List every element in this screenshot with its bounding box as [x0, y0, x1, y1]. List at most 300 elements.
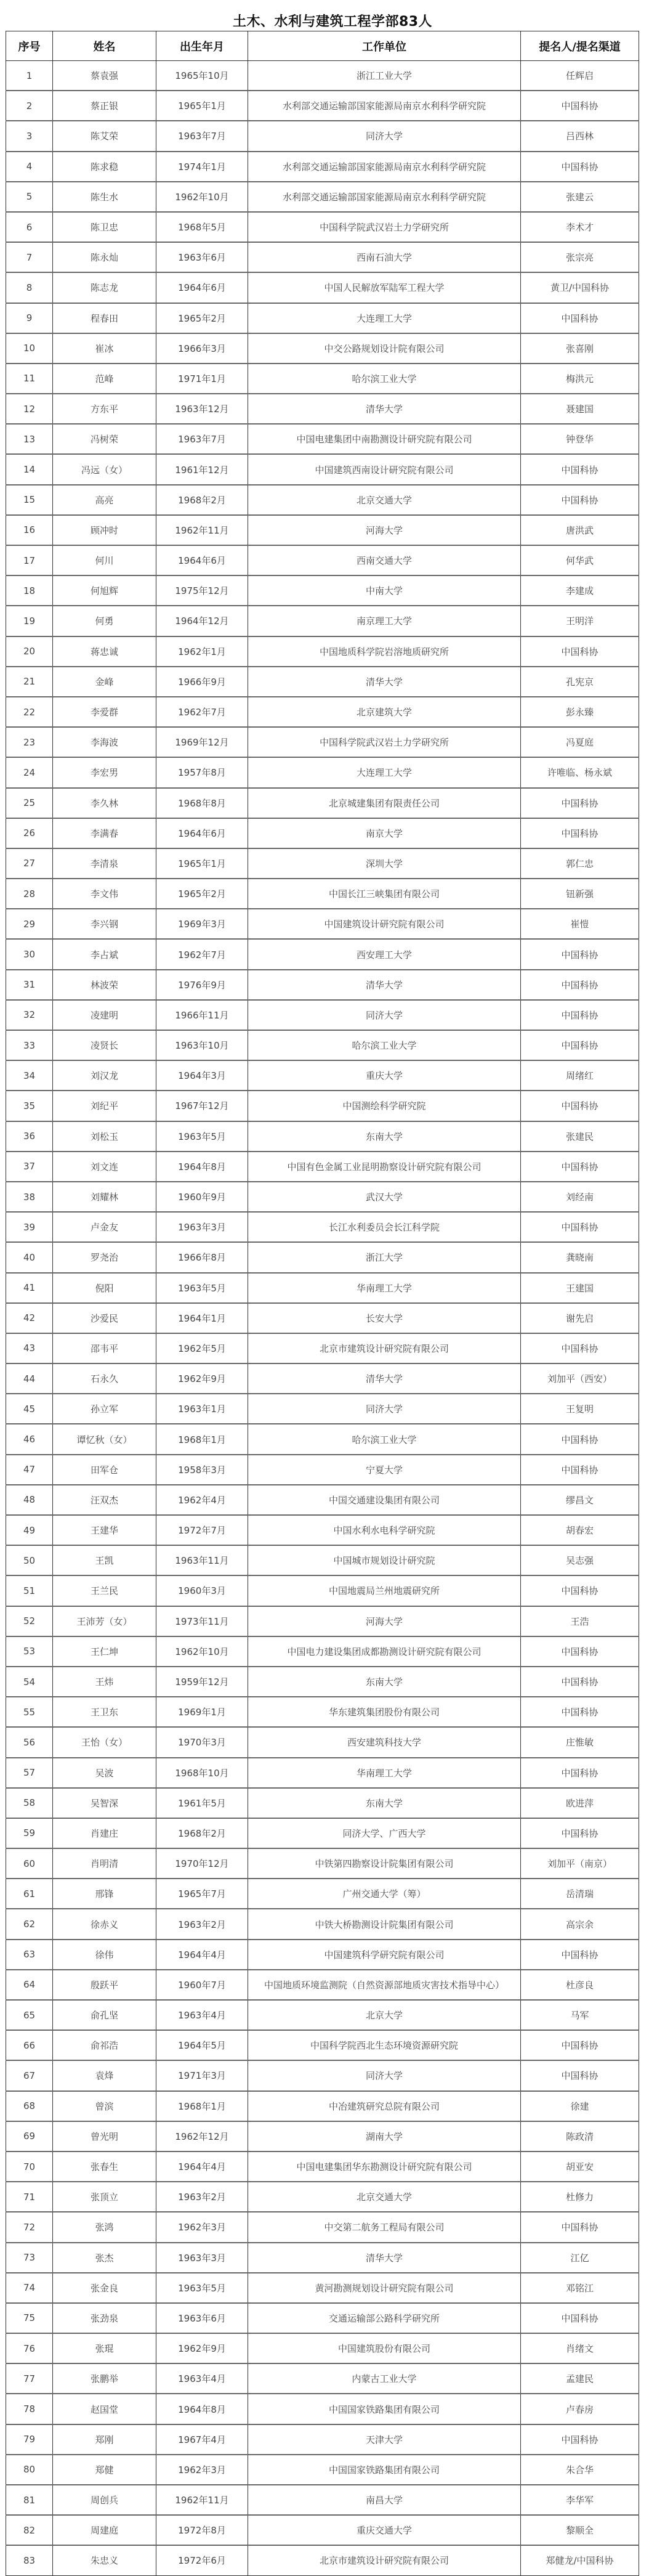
header-birth: 出生年月 [156, 31, 248, 61]
cell-index: 83 [6, 2545, 53, 2575]
table-row [6, 1515, 639, 1545]
cell-workplace: 长安大学 [248, 1303, 521, 1333]
cell-name: 倪阳 [53, 1273, 156, 1303]
cell-name: 俞孔坚 [53, 2000, 156, 2030]
cell-index: 40 [6, 1242, 53, 1272]
cell-name: 蒋忠诚 [53, 636, 156, 667]
cell-index: 19 [6, 606, 53, 636]
cell-birth: 1962年7月 [156, 697, 248, 727]
cell-nominator: 中国科协 [521, 303, 639, 333]
cell-birth: 1964年6月 [156, 545, 248, 575]
table-row [6, 485, 639, 515]
cell-index: 20 [6, 636, 53, 667]
cell-name: 王卫东 [53, 1697, 156, 1727]
cell-name: 曾滨 [53, 2091, 156, 2121]
cell-nominator: 李华军 [521, 2485, 639, 2515]
table-row [6, 970, 639, 1000]
cell-name: 邵韦平 [53, 1333, 156, 1363]
cell-nominator: 中国科协 [521, 788, 639, 818]
cell-workplace: 东南大学 [248, 1667, 521, 1697]
cell-nominator: 江亿 [521, 2243, 639, 2273]
cell-birth: 1966年11月 [156, 1000, 248, 1030]
table-row [6, 2212, 639, 2242]
cell-nominator: 中国科协 [521, 970, 639, 1000]
cell-nominator: 高宗余 [521, 1909, 639, 1939]
cell-workplace: 清华大学 [248, 394, 521, 424]
cell-birth: 1960年7月 [156, 1970, 248, 2000]
table-row [6, 242, 639, 272]
cell-nominator: 刘经南 [521, 1182, 639, 1212]
table-row [6, 2060, 639, 2090]
cell-name: 张鸿 [53, 2212, 156, 2242]
cell-name: 汪双杰 [53, 1485, 156, 1515]
table-row [6, 394, 639, 424]
cell-name: 殷跃平 [53, 1970, 156, 2000]
cell-birth: 1964年12月 [156, 606, 248, 636]
cell-nominator: 钟登华 [521, 424, 639, 454]
cell-workplace: 北京交通大学 [248, 2182, 521, 2212]
cell-index: 78 [6, 2394, 53, 2424]
table-row [6, 2424, 639, 2455]
cell-workplace: 南京理工大学 [248, 606, 521, 636]
cell-index: 5 [6, 182, 53, 212]
cell-name: 何川 [53, 545, 156, 575]
cell-workplace: 重庆交通大学 [248, 2515, 521, 2545]
cell-nominator: 张建云 [521, 182, 639, 212]
cell-index: 26 [6, 818, 53, 848]
cell-nominator: 张宗亮 [521, 242, 639, 272]
cell-index: 61 [6, 1879, 53, 1909]
cell-nominator: 朱合华 [521, 2455, 639, 2485]
cell-workplace: 哈尔滨工业大学 [248, 1424, 521, 1454]
cell-name: 周创兵 [53, 2485, 156, 2515]
table-row [6, 2485, 639, 2515]
cell-workplace: 广州交通大学（筹） [248, 1879, 521, 1909]
cell-nominator: 王浩 [521, 1606, 639, 1636]
cell-birth: 1963年5月 [156, 2273, 248, 2303]
cell-nominator: 梅洪元 [521, 364, 639, 394]
cell-nominator: 徐建 [521, 2091, 639, 2121]
cell-nominator: 唐洪武 [521, 515, 639, 545]
cell-index: 25 [6, 788, 53, 818]
cell-workplace: 中国长江三峡集团有限公司 [248, 879, 521, 909]
table-row [6, 91, 639, 121]
table-row [6, 1636, 639, 1667]
cell-name: 张劲泉 [53, 2303, 156, 2333]
cell-index: 75 [6, 2303, 53, 2333]
cell-name: 李兴钢 [53, 909, 156, 939]
cell-index: 47 [6, 1455, 53, 1485]
cell-nominator: 庄惟敏 [521, 1727, 639, 1757]
cell-name: 陈生水 [53, 182, 156, 212]
cell-birth: 1960年3月 [156, 1575, 248, 1606]
cell-index: 24 [6, 757, 53, 787]
cell-birth: 1964年3月 [156, 1060, 248, 1091]
table-row [6, 303, 639, 333]
cell-nominator: 钮新强 [521, 879, 639, 909]
cell-nominator: 中国科协 [521, 1697, 639, 1727]
cell-birth: 1968年1月 [156, 1424, 248, 1454]
cell-name: 谭忆秋（女） [53, 1424, 156, 1454]
cell-workplace: 河海大学 [248, 515, 521, 545]
cell-workplace: 交通运输部公路科学研究所 [248, 2303, 521, 2333]
table-row [6, 667, 639, 697]
table-row [6, 1940, 639, 1970]
cell-birth: 1962年7月 [156, 939, 248, 969]
cell-index: 43 [6, 1333, 53, 1363]
cell-nominator: 中国科协 [521, 91, 639, 121]
header-name: 姓名 [53, 31, 156, 61]
cell-nominator: 中国科协 [521, 1758, 639, 1788]
cell-birth: 1975年12月 [156, 575, 248, 606]
table-row [6, 61, 639, 91]
cell-birth: 1972年8月 [156, 2515, 248, 2545]
cell-birth: 1967年12月 [156, 1091, 248, 1121]
cell-workplace: 北京城建集团有限责任公司 [248, 788, 521, 818]
cell-birth: 1963年12月 [156, 394, 248, 424]
cell-workplace: 南京大学 [248, 818, 521, 848]
cell-birth: 1964年6月 [156, 818, 248, 848]
cell-nominator: 中国科协 [521, 636, 639, 667]
cell-workplace: 长江水利委员会长江科学院 [248, 1212, 521, 1242]
table-row [6, 182, 639, 212]
cell-name: 朱忠义 [53, 2545, 156, 2575]
cell-index: 77 [6, 2363, 53, 2394]
cell-birth: 1968年8月 [156, 788, 248, 818]
cell-name: 李爱群 [53, 697, 156, 727]
cell-name: 俞祁浩 [53, 2030, 156, 2060]
cell-nominator: 肖绪文 [521, 2333, 639, 2363]
table-row [6, 2000, 639, 2030]
cell-birth: 1965年2月 [156, 879, 248, 909]
cell-birth: 1963年10月 [156, 1030, 248, 1060]
cell-index: 18 [6, 575, 53, 606]
cell-birth: 1964年5月 [156, 2030, 248, 2060]
cell-index: 33 [6, 1030, 53, 1060]
cell-index: 35 [6, 1091, 53, 1121]
cell-birth: 1964年6月 [156, 272, 248, 303]
cell-workplace: 清华大学 [248, 970, 521, 1000]
table-row [6, 1575, 639, 1606]
cell-nominator: 中国科协 [521, 454, 639, 484]
table-row [6, 515, 639, 545]
cell-nominator: 吕西林 [521, 121, 639, 151]
cell-birth: 1967年4月 [156, 2424, 248, 2455]
table-row [6, 1424, 639, 1454]
cell-birth: 1963年6月 [156, 2303, 248, 2333]
table-row [6, 2545, 639, 2575]
table-row [6, 1970, 639, 2000]
cell-birth: 1968年10月 [156, 1758, 248, 1788]
table-row [6, 272, 639, 303]
cell-birth: 1966年8月 [156, 1242, 248, 1272]
cell-workplace: 中国测绘科学研究院 [248, 1091, 521, 1121]
cell-nominator: 杜修力 [521, 2182, 639, 2212]
cell-birth: 1972年6月 [156, 2545, 248, 2575]
cell-index: 76 [6, 2333, 53, 2363]
cell-birth: 1962年1月 [156, 636, 248, 667]
table-row [6, 2243, 639, 2273]
cell-birth: 1962年3月 [156, 2212, 248, 2242]
cell-index: 36 [6, 1121, 53, 1152]
cell-nominator: 胡亚安 [521, 2151, 639, 2182]
cell-name: 陈志龙 [53, 272, 156, 303]
cell-index: 72 [6, 2212, 53, 2242]
cell-nominator: 中国科协 [521, 939, 639, 969]
cell-workplace: 清华大学 [248, 2243, 521, 2273]
table-row [6, 212, 639, 242]
cell-workplace: 浙江工业大学 [248, 61, 521, 91]
cell-workplace: 水利部交通运输部国家能源局南京水利科学研究院 [248, 152, 521, 182]
cell-workplace: 中国电力建设集团成都勘测设计研究院有限公司 [248, 1636, 521, 1667]
cell-name: 凌建明 [53, 1000, 156, 1030]
cell-index: 27 [6, 848, 53, 879]
table-row [6, 545, 639, 575]
cell-birth: 1962年3月 [156, 2455, 248, 2485]
cell-index: 51 [6, 1575, 53, 1606]
cell-index: 81 [6, 2485, 53, 2515]
cell-birth: 1962年11月 [156, 2485, 248, 2515]
cell-nominator: 中国科协 [521, 1000, 639, 1030]
table-row [6, 1303, 639, 1333]
cell-nominator: 刘加平（南京） [521, 1848, 639, 1879]
cell-index: 46 [6, 1424, 53, 1454]
cell-name: 徐伟 [53, 1940, 156, 1970]
cell-index: 1 [6, 61, 53, 91]
cell-name: 张杰 [53, 2243, 156, 2273]
cell-name: 刘文连 [53, 1152, 156, 1182]
cell-index: 31 [6, 970, 53, 1000]
cell-birth: 1963年6月 [156, 242, 248, 272]
cell-name: 范峰 [53, 364, 156, 394]
cell-index: 54 [6, 1667, 53, 1697]
cell-workplace: 中铁大桥勘测设计院集团有限公司 [248, 1909, 521, 1939]
cell-birth: 1963年3月 [156, 2243, 248, 2273]
cell-name: 郑健 [53, 2455, 156, 2485]
cell-birth: 1963年1月 [156, 1394, 248, 1424]
cell-nominator: 吴志强 [521, 1545, 639, 1575]
cell-name: 石永久 [53, 1363, 156, 1394]
cell-birth: 1968年1月 [156, 2091, 248, 2121]
cell-name: 张琨 [53, 2333, 156, 2363]
cell-index: 80 [6, 2455, 53, 2485]
table-row [6, 152, 639, 182]
cell-workplace: 中国科学院武汉岩土力学研究所 [248, 727, 521, 757]
cell-workplace: 同济大学 [248, 121, 521, 151]
cell-name: 李久林 [53, 788, 156, 818]
table-row [6, 1606, 639, 1636]
cell-nominator: 中国科协 [521, 1424, 639, 1454]
cell-index: 58 [6, 1788, 53, 1818]
cell-birth: 1963年2月 [156, 1909, 248, 1939]
cell-birth: 1969年3月 [156, 909, 248, 939]
cell-name: 陈永灿 [53, 242, 156, 272]
table-row [6, 1909, 639, 1939]
cell-nominator: 中国科协 [521, 1818, 639, 1848]
cell-birth: 1960年9月 [156, 1182, 248, 1212]
table-row [6, 1848, 639, 1879]
cell-name: 吴波 [53, 1758, 156, 1788]
cell-index: 45 [6, 1394, 53, 1424]
cell-index: 30 [6, 939, 53, 969]
cell-index: 59 [6, 1818, 53, 1848]
header-index: 序号 [6, 31, 53, 61]
cell-index: 50 [6, 1545, 53, 1575]
table-row [6, 1485, 639, 1515]
cell-workplace: 中国水利水电科学研究院 [248, 1515, 521, 1545]
cell-nominator: 中国科协 [521, 2212, 639, 2242]
table-row [6, 1121, 639, 1152]
cell-birth: 1965年7月 [156, 1879, 248, 1909]
cell-name: 方东平 [53, 394, 156, 424]
table-row [6, 1697, 639, 1727]
table-row [6, 2273, 639, 2303]
cell-index: 12 [6, 394, 53, 424]
cell-index: 6 [6, 212, 53, 242]
cell-name: 高亮 [53, 485, 156, 515]
cell-name: 王仁坤 [53, 1636, 156, 1667]
table-row [6, 2333, 639, 2363]
cell-name: 林波荣 [53, 970, 156, 1000]
cell-nominator: 中国科协 [521, 152, 639, 182]
cell-index: 56 [6, 1727, 53, 1757]
header-workplace: 工作单位 [248, 31, 521, 61]
table-row [6, 848, 639, 879]
cell-nominator: 张喜刚 [521, 333, 639, 364]
cell-birth: 1971年1月 [156, 364, 248, 394]
cell-name: 王沛芳（女） [53, 1606, 156, 1636]
cell-index: 8 [6, 272, 53, 303]
cell-index: 4 [6, 152, 53, 182]
cell-index: 11 [6, 364, 53, 394]
cell-name: 卢金友 [53, 1212, 156, 1242]
cell-birth: 1964年8月 [156, 1152, 248, 1182]
cell-index: 14 [6, 454, 53, 484]
cell-workplace: 清华大学 [248, 1363, 521, 1394]
cell-workplace: 华南理工大学 [248, 1758, 521, 1788]
cell-index: 74 [6, 2273, 53, 2303]
cell-nominator: 崔愷 [521, 909, 639, 939]
table-row [6, 1091, 639, 1121]
cell-name: 王建华 [53, 1515, 156, 1545]
table-row [6, 2030, 639, 2060]
table-row [6, 1879, 639, 1909]
cell-name: 刘纪平 [53, 1091, 156, 1121]
table-row [6, 2151, 639, 2182]
cell-index: 57 [6, 1758, 53, 1788]
cell-workplace: 清华大学 [248, 667, 521, 697]
cell-birth: 1962年4月 [156, 1485, 248, 1515]
cell-name: 赵国堂 [53, 2394, 156, 2424]
cell-nominator: 陈政清 [521, 2121, 639, 2151]
cell-workplace: 中国地质科学院岩溶地质研究所 [248, 636, 521, 667]
cell-birth: 1968年5月 [156, 212, 248, 242]
cell-workplace: 中国建筑股份有限公司 [248, 2333, 521, 2363]
cell-birth: 1964年4月 [156, 2151, 248, 2182]
cell-index: 21 [6, 667, 53, 697]
table-row [6, 879, 639, 909]
cell-nominator: 中国科协 [521, 1091, 639, 1121]
cell-birth: 1962年9月 [156, 1363, 248, 1394]
table-row [6, 818, 639, 848]
cell-index: 16 [6, 515, 53, 545]
cell-index: 41 [6, 1273, 53, 1303]
cell-workplace: 哈尔滨工业大学 [248, 1030, 521, 1060]
cell-name: 李文伟 [53, 879, 156, 909]
table-row [6, 1363, 639, 1394]
cell-index: 60 [6, 1848, 53, 1879]
cell-nominator: 中国科协 [521, 2030, 639, 2060]
table-row [6, 1000, 639, 1030]
cell-name: 王凯 [53, 1545, 156, 1575]
table-row [6, 1758, 639, 1788]
cell-workplace: 南昌大学 [248, 2485, 521, 2515]
cell-nominator: 胡春宏 [521, 1515, 639, 1545]
cell-name: 何勇 [53, 606, 156, 636]
cell-workplace: 北京市建筑设计研究院有限公司 [248, 2545, 521, 2575]
cell-nominator: 孔宪京 [521, 667, 639, 697]
cell-nominator: 何华武 [521, 545, 639, 575]
cell-name: 邢锋 [53, 1879, 156, 1909]
cell-birth: 1968年2月 [156, 485, 248, 515]
cell-workplace: 西南交通大学 [248, 545, 521, 575]
cell-birth: 1962年12月 [156, 2121, 248, 2151]
cell-workplace: 中国国家铁路集团有限公司 [248, 2455, 521, 2485]
cell-index: 22 [6, 697, 53, 727]
cell-nominator: 李建成 [521, 575, 639, 606]
cell-nominator: 欧进萍 [521, 1788, 639, 1818]
table-row [6, 1455, 639, 1485]
cell-nominator: 王建国 [521, 1273, 639, 1303]
cell-birth: 1973年11月 [156, 1606, 248, 1636]
cell-name: 张春生 [53, 2151, 156, 2182]
cell-birth: 1962年10月 [156, 182, 248, 212]
cell-name: 刘耀林 [53, 1182, 156, 1212]
cell-nominator: 许唯临、杨永斌 [521, 757, 639, 787]
cell-nominator: 周绪红 [521, 1060, 639, 1091]
cell-nominator: 彭永臻 [521, 697, 639, 727]
cell-birth: 1963年3月 [156, 1212, 248, 1242]
cell-index: 7 [6, 242, 53, 272]
cell-birth: 1961年12月 [156, 454, 248, 484]
table-row [6, 1727, 639, 1757]
cell-nominator: 马军 [521, 2000, 639, 2030]
cell-name: 陈卫忠 [53, 212, 156, 242]
cell-workplace: 中国地质环境监测院（自然资源部地质灾害技术指导中心） [248, 1970, 521, 2000]
cell-name: 刘汉龙 [53, 1060, 156, 1091]
cell-index: 32 [6, 1000, 53, 1030]
cell-workplace: 哈尔滨工业大学 [248, 364, 521, 394]
cell-name: 王怡（女） [53, 1727, 156, 1757]
cell-workplace: 同济大学、广西大学 [248, 1818, 521, 1848]
cell-workplace: 中交第二航务工程局有限公司 [248, 2212, 521, 2242]
table-row [6, 2394, 639, 2424]
cell-nominator: 卢春房 [521, 2394, 639, 2424]
cell-birth: 1963年7月 [156, 424, 248, 454]
cell-workplace: 中国电建集团中南勘测设计研究院有限公司 [248, 424, 521, 454]
cell-index: 28 [6, 879, 53, 909]
table-row [6, 424, 639, 454]
cell-workplace: 北京市建筑设计研究院有限公司 [248, 1333, 521, 1363]
table-row [6, 606, 639, 636]
cell-workplace: 中交公路规划设计院有限公司 [248, 333, 521, 364]
table-header-row [6, 31, 639, 61]
cell-index: 55 [6, 1697, 53, 1727]
table-row [6, 697, 639, 727]
cell-birth: 1970年12月 [156, 1848, 248, 1879]
cell-nominator: 中国科协 [521, 2424, 639, 2455]
cell-nominator: 张建民 [521, 1121, 639, 1152]
